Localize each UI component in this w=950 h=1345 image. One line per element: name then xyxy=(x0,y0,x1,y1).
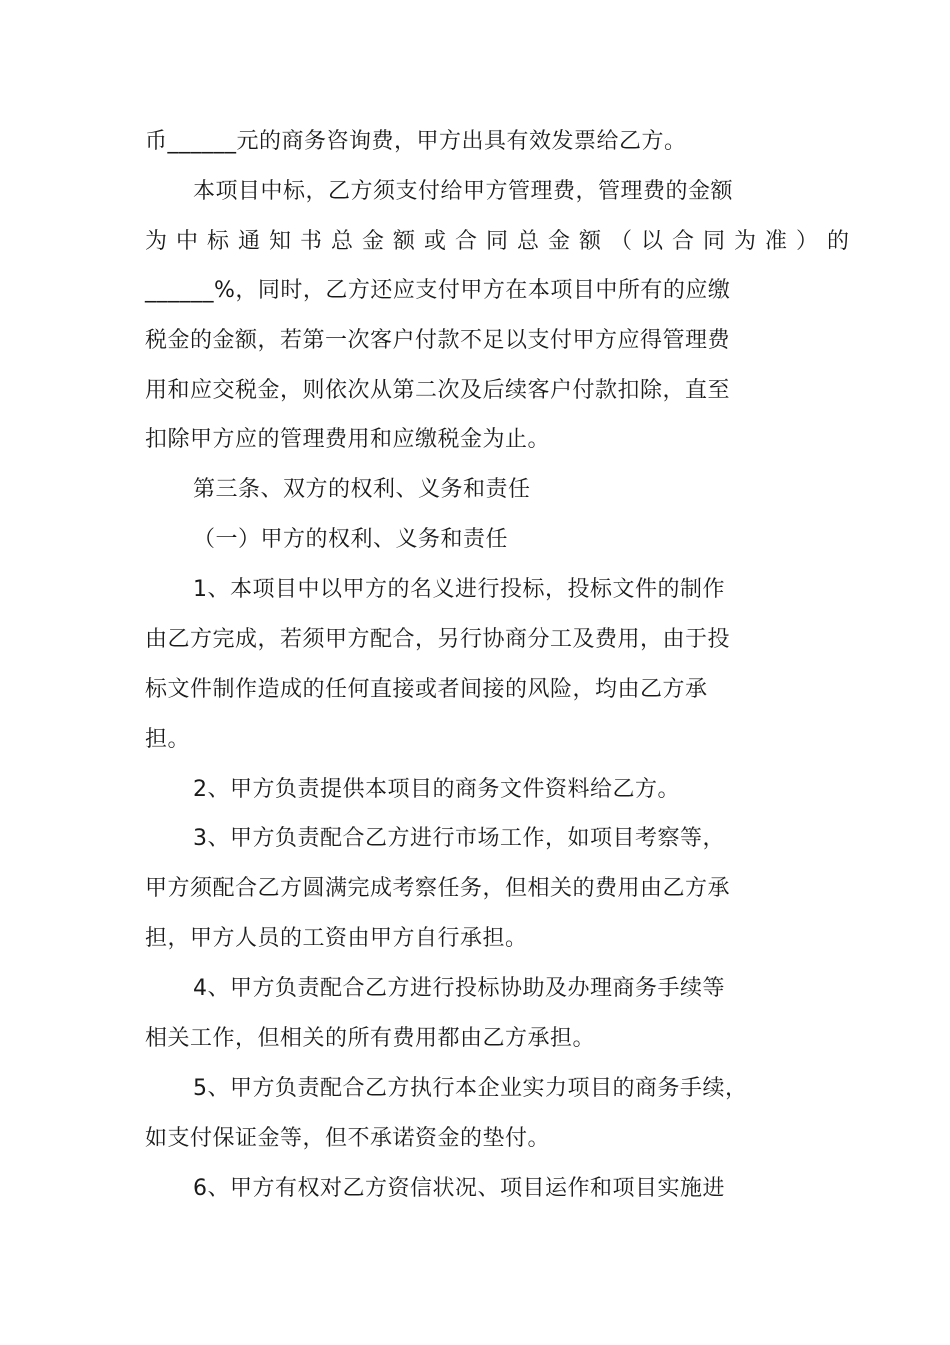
subsection-heading: （一）甲方的权利、义务和责任 xyxy=(193,527,509,552)
text-line: 担。 xyxy=(145,727,191,752)
text-line: 2、甲方负责提供本项目的商务文件资料给乙方。 xyxy=(193,777,680,802)
text-line: 相关工作，但相关的所有费用都由乙方承担。 xyxy=(145,1026,596,1051)
text-line: 税金的金额，若第一次客户付款不足以支付甲方应得管理费 xyxy=(145,328,731,353)
text-line: 为中标通知书总金额或合同总金额（以合同为准）的 xyxy=(145,229,859,254)
section-heading: 第三条、双方的权利、义务和责任 xyxy=(193,477,531,502)
text-line: 6、甲方有权对乙方资信状况、项目运作和项目实施进 xyxy=(193,1176,725,1201)
text-line: 标文件制作造成的任何直接或者间接的风险，均由乙方承 xyxy=(145,677,708,702)
text-line: 3、甲方负责配合乙方进行市场工作，如项目考察等， xyxy=(193,826,725,851)
text-line: 扣除甲方应的管理费用和应缴税金为止。 xyxy=(145,427,551,452)
text-line: 4、甲方负责配合乙方进行投标协助及办理商务手续等 xyxy=(193,976,725,1001)
text-line: 5、甲方负责配合乙方执行本企业实力项目的商务手续， xyxy=(193,1076,748,1101)
text-line: 本项目中标，乙方须支付给甲方管理费，管理费的金额 xyxy=(193,179,734,204)
text-line: 担，甲方人员的工资由甲方自行承担。 xyxy=(145,926,528,951)
text-line: 甲方须配合乙方圆满完成考察任务，但相关的费用由乙方承 xyxy=(145,876,731,901)
text-line: ______%，同时，乙方还应支付甲方在本项目中所有的应缴 xyxy=(145,278,731,303)
text-line: 1、本项目中以甲方的名义进行投标，投标文件的制作 xyxy=(193,577,725,602)
text-line: 币______元的商务咨询费，甲方出具有效发票给乙方。 xyxy=(145,129,687,154)
text-line: 由乙方完成，若须甲方配合，另行协商分工及费用，由于投 xyxy=(145,627,731,652)
text-line: 如支付保证金等，但不承诺资金的垫付。 xyxy=(145,1126,551,1151)
text-line: 用和应交税金，则依次从第二次及后续客户付款扣除，直至 xyxy=(145,378,731,403)
